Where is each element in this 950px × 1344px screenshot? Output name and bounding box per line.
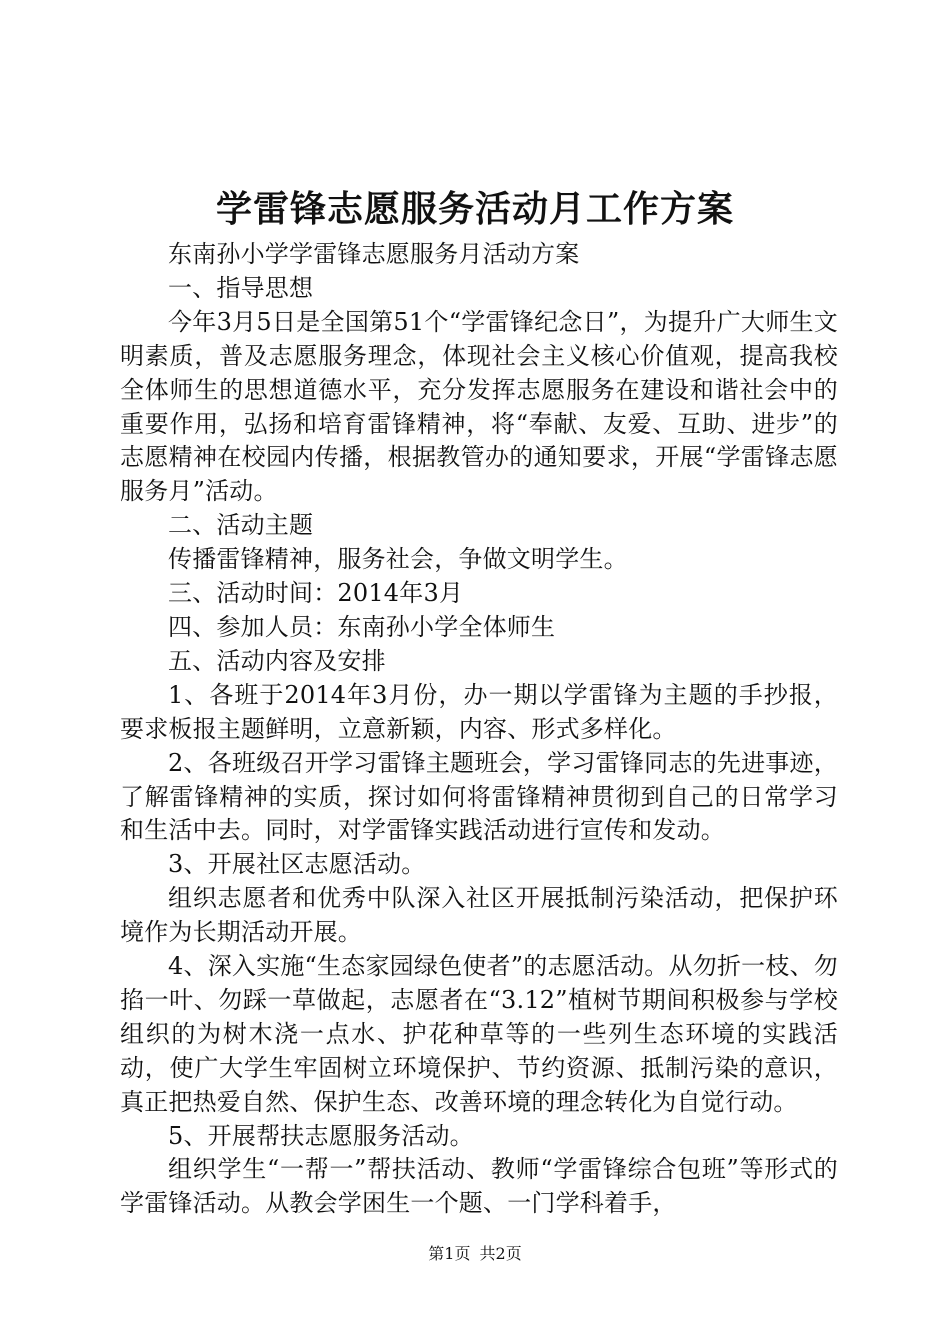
- paragraph-item-4: 4、深入实施“生态家园绿色使者”的志愿活动。从勿折一枝、勿掐一叶、勿踩一草做起，志愿者在“3.12”植树节期间积极参与学校组织的为树木浇一点水、护花种草等的一些列生态环境的实践活动，使广大学生牢固树立环境保护、节约资源、抵制污染的意识，真正把热爱自然、保护生态、改善环境的理念转化为自觉行动。: [120, 952, 838, 1116]
- section-heading-theme: 二、活动主题: [168, 511, 314, 540]
- paragraph-subtitle: 东南孙小学学雷锋志愿服务月活动方案: [168, 240, 580, 268]
- paragraph-item-5: 5、开展帮扶志愿服务活动。: [168, 1121, 474, 1150]
- paragraph-guiding-thought: 今年3月5日是全国第51个“学雷锋纪念日”，为提升广大师生文明素质，普及志愿服务理念，体现社会主义核心价值观，提高我校全体师生的思想道德水平，充分发挥志愿服务在建设和谐社会中的重要作用，弘扬和培育雷锋精神，将“奉献、友爱、互助、进步”的志愿精神在校园内传播，根据教管办的通知要求，开展“学雷锋志愿服务月”活动。: [120, 307, 838, 506]
- page-footer: [0, 1243, 950, 1265]
- page-number: 第1页: [428, 1244, 471, 1263]
- section-heading-participants: 四、参加人员：东南孙小学全体师生: [168, 612, 556, 641]
- document-body: [120, 238, 838, 1221]
- document-title: 学雷锋志愿服务活动月工作方案: [215, 188, 734, 230]
- page-total: 共2页: [479, 1244, 522, 1263]
- paragraph-item-5-detail: 组织学生“一帮一”帮扶活动、教师“学雷锋综合包班”等形式的学雷锋活动。从教会学困生一个题、一门学科着手，: [120, 1155, 838, 1218]
- section-heading-time: 三、活动时间：2014年3月: [168, 579, 464, 608]
- paragraph-item-3-detail: 组织志愿者和优秀中队深入社区开展抵制污染活动，把保护环境作为长期活动开展。: [120, 884, 838, 947]
- section-heading-guiding-thought: 一、指导思想: [168, 273, 314, 302]
- paragraph-item-2: 2、各班级召开学习雷锋主题班会，学习雷锋同志的先进事迹，了解雷锋精神的实质，探讨如何将雷锋精神贯彻到自己的日常学习和生活中去。同时，对学雷锋实践活动进行宣传和发动。: [120, 748, 838, 845]
- paragraph-item-1: 1、各班于2014年3月份，办一期以学雷锋为主题的手抄报，要求板报主题鲜明，立意新颖，内容、形式多样化。: [120, 680, 838, 743]
- paragraph-item-3: 3、开展社区志愿活动。: [168, 850, 426, 879]
- paragraph-theme: 传播雷锋精神，服务社会，争做文明学生。: [168, 545, 628, 574]
- section-heading-content: 五、活动内容及安排: [168, 646, 386, 675]
